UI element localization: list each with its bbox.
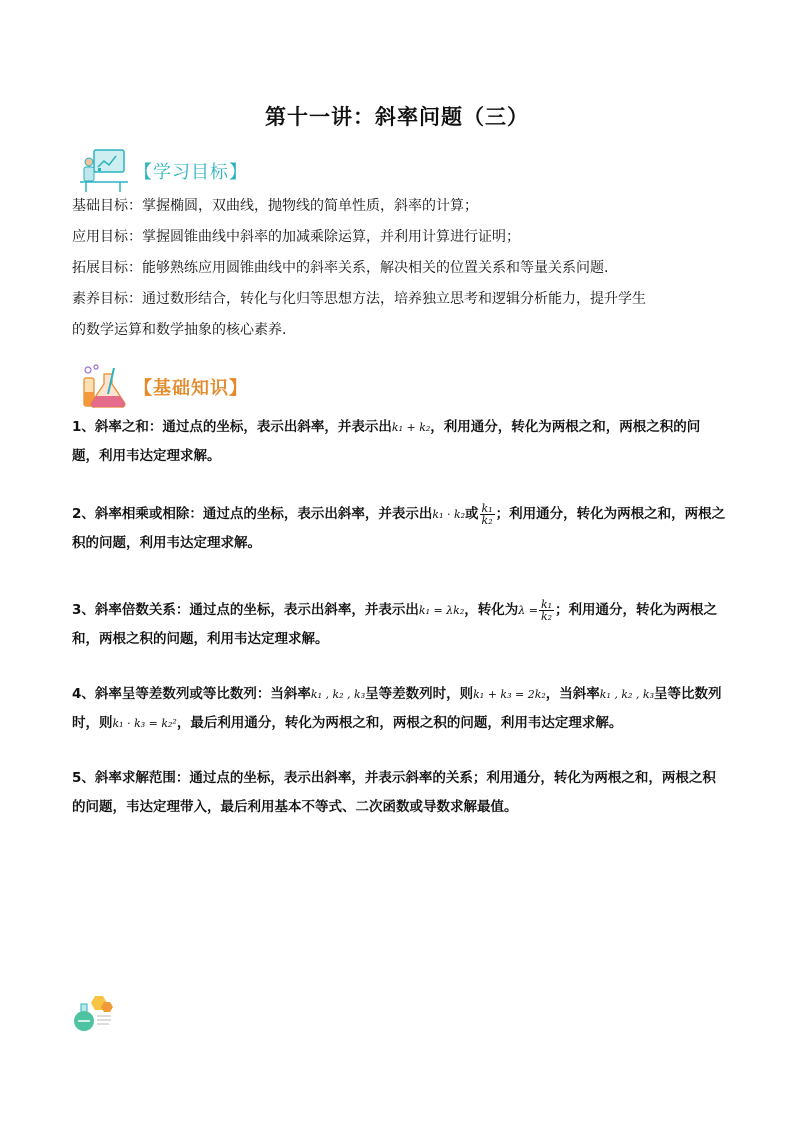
goal-application: 应用目标：掌握圆锥曲线中斜率的加减乘除运算，并利用计算进行证明； xyxy=(72,229,520,245)
formula-quotient: $\frac{\text{k₁}}{\text{k₂}}$ xyxy=(481,501,493,527)
goals-heading xyxy=(78,148,248,194)
basics-heading xyxy=(78,364,248,410)
formula-sum: k₁ + k₂ xyxy=(391,421,431,434)
goals-heading-label: 【学习目标】 xyxy=(134,162,248,183)
presentation-board-icon xyxy=(78,148,130,194)
item-slope-range: 5、斜率求解范围：通过点的坐标，表示出斜率，并表示斜率的关系；利用通分，转化为两根之和，两根之积的问题，韦达定理带入，最后利用基本不等式、二次函数或导数求解最值。 xyxy=(72,770,716,815)
formula-lambda-fraction: $\frac{\text{k₁}}{\text{k₂}}$ xyxy=(540,597,553,623)
formula-lambda: λ = xyxy=(518,604,538,617)
basics-heading-label: 【基础知识】 xyxy=(134,378,248,399)
goal-literacy-cont: 的数学运算和数学抽象的核心素养. xyxy=(72,322,287,338)
formula-geometric: k₁ · k₃ = k₂² xyxy=(112,717,177,730)
footer-flask-icon xyxy=(73,994,113,1032)
page-title: 第十一讲：斜率问题（三） xyxy=(265,104,529,129)
formula-product: k₁ · k₂ xyxy=(432,508,466,521)
item-slope-sequence: 4、斜率呈等差数列或等比数列：当斜率k₁ , k₂ , k₃呈等差数列时，则k₁ + k₃ = 2k₂，当斜率k₁ , k₂ , k₃呈等比数列时，则k₁ · k₃ = k₂²，最后利用通分，转化为两根之和，两根之积的问题，利用韦达定理求解。 xyxy=(72,686,722,731)
flask-icon xyxy=(78,364,130,410)
goal-literacy: 素养目标：通过数形结合，转化与化归等思想方法，培养独立思考和逻辑分析能力，提升学生 xyxy=(72,291,646,307)
item-slope-product: 2、斜率相乘或相除：通过点的坐标，表示出斜率，并表示出k₁ · k₂或 $\frac{\text{k₁}}{\text{k₂}}$ ；利用通分，转化为两根之和，两根之积的问题，利用韦达定理求解。 xyxy=(72,501,726,551)
formula-multiple: k₁ = λk₂ xyxy=(418,604,465,617)
item-slope-sum: 1、斜率之和：通过点的坐标，表示出斜率，并表示出k₁ + k₂，利用通分，转化为两根之和，两根之积的问题，利用韦达定理求解。 xyxy=(72,419,701,464)
formula-arithmetic: k₁ + k₃ = 2k₂ xyxy=(473,688,546,701)
goal-extension: 拓展目标：能够熟练应用圆锥曲线中的斜率关系，解决相关的位置关系和等量关系问题. xyxy=(72,260,609,276)
goal-basic: 基础目标：掌握椭圆，双曲线，抛物线的简单性质，斜率的计算； xyxy=(72,198,478,214)
item-slope-multiple: 3、斜率倍数关系：通过点的坐标，表示出斜率，并表示出k₁ = λk₂，转化为λ = $\frac{\text{k₁}}{\text{k₂}}$ ；利用通分，转化为两根之和，两根之积的问题，利用韦达定理求解。 xyxy=(72,597,718,647)
